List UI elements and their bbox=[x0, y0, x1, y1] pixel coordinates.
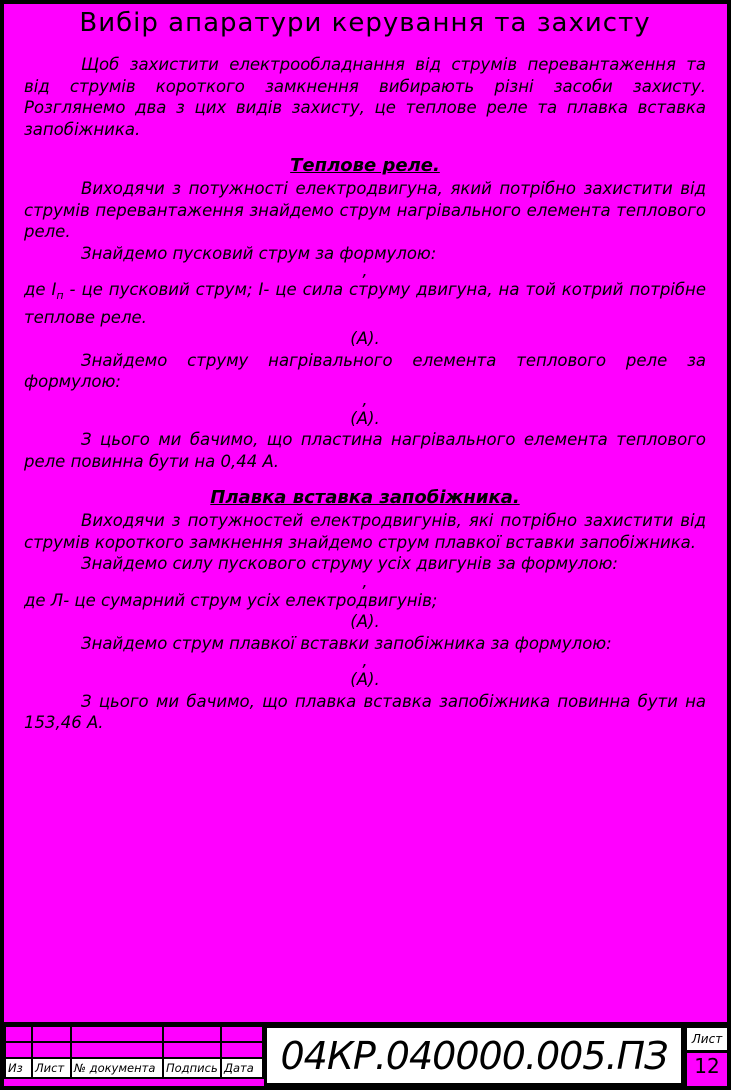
sheet-box bbox=[684, 1025, 727, 1086]
thermal-formula-intro-2: Знайдемо струму нагрівального елемента теплового реле за формулою: bbox=[24, 350, 706, 391]
table-cell-empty bbox=[221, 1042, 263, 1058]
revision-row-empty bbox=[5, 1042, 263, 1058]
thermal-formula-intro: Знайдемо пусковий струм за формулою: bbox=[81, 243, 437, 263]
formula-placeholder: , bbox=[362, 651, 368, 670]
column-header-doc-number: № документа bbox=[71, 1058, 163, 1078]
unit-line: (А). bbox=[350, 612, 380, 631]
sheet-label: Лист bbox=[684, 1025, 727, 1053]
table-cell-empty bbox=[71, 1026, 163, 1042]
thermal-legend bbox=[24, 279, 706, 328]
table-cell-empty bbox=[5, 1042, 32, 1058]
revision-table bbox=[4, 1025, 264, 1079]
title-block bbox=[4, 1022, 727, 1086]
unit-line: (А). bbox=[350, 329, 380, 348]
table-cell-empty bbox=[221, 1026, 263, 1042]
table-cell-empty bbox=[32, 1026, 71, 1042]
fuse-paragraph-1: Виходячи з потужностей електродвигунів, які потрібно захистити від струмів короткого замкнення знайдемо струм плавкої вставки запобіжника. bbox=[24, 511, 706, 552]
column-header-list: Лист bbox=[32, 1058, 71, 1078]
table-cell-empty bbox=[32, 1042, 71, 1058]
table-cell-empty bbox=[163, 1026, 221, 1042]
fuse-legend: де Л- це сумарний струм усіх електродвигунів; bbox=[24, 590, 438, 610]
column-header-signature: Подпись bbox=[163, 1058, 221, 1078]
formula-placeholder: , bbox=[362, 571, 368, 591]
intro-paragraph: Щоб захистити електрообладнання від струмів перевантаження та від струмів короткого замкнення вибирають різні засоби захисту. Розглянемо два з цих видів захисту, це теплове реле та плавка вставка запобіжника. bbox=[24, 55, 706, 139]
fuse-formula-intro-2: Знайдемо струм плавкої вставки запобіжника за формулою: bbox=[81, 633, 612, 653]
table-cell-empty bbox=[5, 1026, 32, 1042]
sheet-number: 12 bbox=[684, 1053, 727, 1086]
legend-subscript: п bbox=[56, 289, 64, 302]
revision-header-row bbox=[5, 1058, 263, 1078]
formula-placeholder: , bbox=[362, 261, 368, 280]
thermal-paragraph-1: Виходячи з потужності електродвигуна, який потрібно захистити від струмів перевантаження знайдемо струм нагрівального елемента теплового реле. bbox=[24, 179, 706, 241]
thermal-relay-heading: Теплове реле. bbox=[290, 155, 440, 176]
document-number: 04КР.040000.005.ПЗ bbox=[264, 1025, 684, 1086]
legend-text-post: - це пусковий струм; І- це сила струму двигуна, на той котрий потрібне теплове реле. bbox=[24, 280, 706, 327]
table-cell-empty bbox=[163, 1042, 221, 1058]
document-content bbox=[4, 4, 727, 734]
fuse-heading: Плавка вставка запобіжника. bbox=[210, 487, 520, 508]
column-header-date: Дата bbox=[221, 1058, 263, 1078]
column-header-izm: Из bbox=[5, 1058, 32, 1078]
table-cell-empty bbox=[71, 1042, 163, 1058]
fuse-formula-intro: Знайдемо силу пускового струму усіх двигунів за формулою: bbox=[81, 554, 618, 573]
formula-placeholder: , bbox=[362, 389, 368, 409]
fuse-conclusion: З цього ми бачимо, що плавка вставка запобіжника повинна бути на 153,46 А. bbox=[24, 691, 706, 732]
legend-text-pre: де І bbox=[24, 280, 57, 299]
revision-row-empty bbox=[5, 1026, 263, 1042]
unit-line: (А). bbox=[350, 408, 380, 428]
page-title: Вибір апаратури керування та захисту bbox=[79, 8, 651, 38]
unit-line: (А). bbox=[350, 670, 380, 689]
thermal-conclusion: З цього ми бачимо, що пластина нагрівального елемента теплового реле повинна бути на 0,44 А. bbox=[24, 430, 706, 471]
